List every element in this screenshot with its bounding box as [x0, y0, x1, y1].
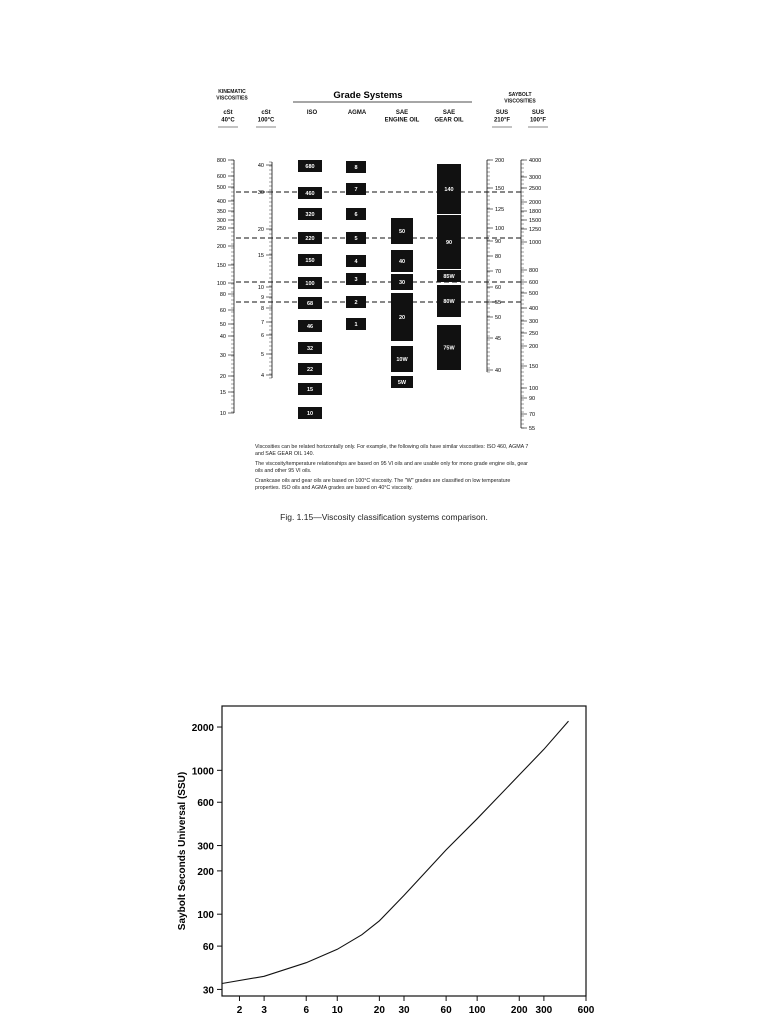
- column-header-iso: ISO: [306, 110, 318, 116]
- agma-grade-label: 6: [354, 212, 358, 218]
- sus210-axis-tick-label: 60: [495, 285, 502, 291]
- iso-grade-label: 68: [306, 301, 314, 307]
- x-tick-label: 30: [398, 1005, 410, 1016]
- figure-caption: Fig. 1.15—Viscosity classification systems comparison.: [280, 512, 488, 522]
- cst40-axis-tick-label: 40: [219, 334, 226, 340]
- cst100-axis-tick-label: 30: [257, 190, 264, 196]
- x-tick-label: 100: [468, 1005, 486, 1016]
- y-tick-label: 60: [202, 942, 214, 954]
- column-header-sus210: SUS 210°F: [493, 110, 511, 124]
- cst100-axis-tick-label: 7: [260, 320, 264, 326]
- column-header-sae_engine: SAE ENGINE OIL: [384, 110, 420, 124]
- cst40-axis-tick-label: 500: [216, 185, 226, 191]
- sus100-axis-tick-label: 800: [529, 268, 539, 274]
- iso-grade-label: 15: [306, 387, 314, 393]
- sus210-axis-tick-label: 200: [495, 158, 505, 164]
- cst40-axis-tick-label: 150: [216, 263, 226, 269]
- sus100-axis-tick-label: 500: [529, 291, 539, 297]
- sae-gear-grade-label: 140: [444, 187, 454, 193]
- cst100-axis-tick-label: 4: [260, 373, 264, 379]
- y-tick-label: 300: [197, 841, 214, 853]
- sus100-axis-tick-label: 400: [529, 306, 539, 312]
- x-tick-label: 300: [535, 1005, 553, 1016]
- column-header-agma: AGMA: [347, 110, 367, 116]
- column-header-cst100: cSt 100°C: [257, 110, 275, 124]
- cst40-axis-tick-label: 800: [216, 158, 226, 164]
- x-tick-label: 2: [236, 1005, 243, 1016]
- sus210-axis-tick-label: 45: [495, 336, 502, 342]
- x-tick-label: 200: [510, 1005, 528, 1016]
- x-tick-label: 6: [303, 1005, 310, 1016]
- cst100-axis-tick-label: 15: [257, 253, 264, 259]
- sus100-axis-tick-label: 1800: [529, 209, 542, 215]
- note-1: Viscosities can be related horizontally only. For example, the following oils have similar viscosities: ISO 460, AGMA 7 and SAE GEAR OIL 140.: [255, 444, 529, 457]
- iso-grade-label: 32: [306, 346, 314, 352]
- iso-grade-label: 220: [305, 236, 315, 242]
- sus100-axis-tick-label: 2000: [529, 200, 542, 206]
- x-tick-label: 20: [373, 1005, 385, 1016]
- saybolt-header: SAYBOLT VISCOSITIES: [504, 92, 536, 105]
- y-tick-label: 1000: [191, 766, 214, 778]
- iso-grade-label: 460: [305, 191, 315, 197]
- ssu-line-chart: [160, 690, 620, 1024]
- iso-grade-label: 320: [305, 212, 315, 218]
- sus210-axis-tick-label: 70: [495, 269, 502, 275]
- sae-engine-grade-label: 40: [398, 259, 406, 265]
- note-2: The viscosity/temperature relationships are based on 95 VI oils and are usable only for mono grade engine oils, gear oils and other 95 VI oils.: [255, 461, 528, 474]
- agma-grade-label: 2: [354, 300, 358, 306]
- series-line-0: [222, 721, 569, 983]
- sus210-axis-tick-label: 150: [495, 186, 505, 192]
- sus210-axis-tick-label: 80: [495, 254, 502, 260]
- cst100-axis-tick-label: 8: [260, 306, 264, 312]
- agma-grade-label: 1: [354, 322, 358, 328]
- cst40-axis-tick-label: 50: [219, 322, 226, 328]
- x-tick-label: 3: [261, 1005, 267, 1016]
- y-tick-label: 200: [197, 866, 214, 878]
- agma-grade-label: 3: [354, 277, 358, 283]
- agma-grade-label: 7: [354, 187, 358, 193]
- sae-gear-grade-label: 75W: [443, 345, 455, 352]
- sus210-axis-tick-label: 40: [495, 368, 502, 374]
- sus210-axis-tick-label: 50: [495, 315, 502, 321]
- sus100-axis-tick-label: 55: [529, 426, 536, 432]
- sus100-axis-tick-label: 1500: [529, 218, 542, 224]
- cst40-axis-tick-label: 10: [219, 411, 226, 417]
- sus210-axis-tick-label: 125: [495, 207, 505, 213]
- cst100-axis-tick-label: 40: [257, 163, 264, 169]
- sae-gear-grade-label: 80W: [443, 299, 455, 305]
- x-tick-label: 60: [440, 1005, 452, 1016]
- sus100-axis-tick-label: 1000: [529, 240, 542, 246]
- iso-grade-label: 150: [305, 258, 315, 264]
- column-header-sus100: SUS 100°F: [529, 110, 547, 124]
- iso-grade-label: 100: [305, 281, 315, 287]
- sus100-axis-tick-label: 100: [529, 386, 539, 392]
- sus100-axis-tick-label: 1250: [529, 227, 542, 233]
- cst40-axis-tick-label: 60: [219, 308, 226, 314]
- sus100-axis-tick-label: 150: [529, 364, 539, 370]
- cst40-axis-tick-label: 250: [216, 226, 226, 232]
- column-header-cst40: cSt 40°C: [221, 110, 235, 124]
- sus100-axis-tick-label: 70: [529, 412, 536, 418]
- sus210-axis-tick-label: 55: [495, 300, 502, 306]
- sus100-axis-tick-label: 250: [529, 331, 539, 337]
- cst40-axis-tick-label: 350: [216, 209, 226, 215]
- agma-grade-label: 5: [354, 236, 358, 242]
- agma-grade-label: 4: [354, 259, 358, 265]
- sae-engine-grade-label: 50: [398, 229, 406, 235]
- cst40-axis-tick-label: 80: [219, 292, 226, 298]
- cst40-axis-tick-label: 300: [216, 218, 226, 224]
- agma-grade-label: 8: [354, 165, 358, 171]
- cst100-axis-tick-label: 10: [257, 285, 264, 291]
- x-tick-label: 10: [331, 1005, 343, 1016]
- note-3: Crankcase oils and gear oils are based on 100°C viscosity. The "W" grades are classified on low temperature properties. ISO oils and AGMA grades are based on 40°C viscosity.: [255, 478, 511, 491]
- kinematic-header: KINEMATIC VISCOSITIES: [216, 89, 248, 102]
- sus210-axis-tick-label: 90: [495, 239, 502, 245]
- iso-grade-label: 10: [306, 411, 314, 417]
- figure-notes: [255, 444, 535, 495]
- sus100-axis-tick-label: 600: [529, 280, 539, 286]
- cst100-axis-tick-label: 9: [260, 295, 264, 301]
- plot-frame: [222, 706, 586, 996]
- cst40-axis-tick-label: 400: [216, 199, 226, 205]
- iso-grade-label: 46: [306, 324, 314, 330]
- sus100-axis-tick-label: 3000: [529, 175, 542, 181]
- cst100-axis-tick-label: 6: [260, 333, 264, 339]
- y-tick-label: 100: [197, 910, 214, 922]
- sae-engine-grade-label: 5W: [397, 380, 407, 386]
- x-tick-label: 600: [577, 1005, 595, 1016]
- iso-grade-label: 680: [305, 164, 315, 170]
- cst40-axis-tick-label: 100: [216, 281, 226, 287]
- sus100-axis-tick-label: 200: [529, 344, 539, 350]
- cst100-axis-tick-label: 20: [257, 227, 264, 233]
- cst40-axis-tick-label: 30: [219, 353, 226, 359]
- sus100-axis-tick-label: 300: [529, 319, 539, 325]
- cst40-axis-tick-label: 200: [216, 244, 226, 250]
- y-tick-label: 2000: [191, 723, 214, 735]
- sus100-axis-tick-label: 2500: [529, 186, 542, 192]
- cst100-axis-tick-label: 5: [260, 352, 264, 358]
- y-axis-label: Saybolt Seconds Universal (SSU): [177, 771, 188, 931]
- grade-systems-header: Grade Systems: [333, 90, 403, 101]
- y-tick-label: 30: [202, 985, 214, 997]
- y-tick-label: 600: [197, 798, 214, 810]
- cst40-axis-tick-label: 20: [219, 374, 226, 380]
- cst40-axis-tick-label: 15: [219, 390, 226, 396]
- iso-grade-label: 22: [306, 367, 314, 373]
- cst40-axis-tick-label: 600: [216, 174, 226, 180]
- sus210-axis-tick-label: 100: [495, 226, 505, 232]
- sae-engine-grade-label: 30: [398, 280, 406, 286]
- sus100-axis-tick-label: 90: [529, 396, 536, 402]
- sae-engine-grade-label: 10W: [396, 357, 408, 363]
- sus100-axis-tick-label: 4000: [529, 158, 542, 164]
- column-header-sae_gear: SAE GEAR OIL: [434, 110, 464, 124]
- sae-gear-grade-label: 90: [445, 240, 453, 246]
- sae-engine-grade-label: 20: [398, 315, 406, 321]
- sae-gear-grade-label: 85W: [443, 274, 455, 280]
